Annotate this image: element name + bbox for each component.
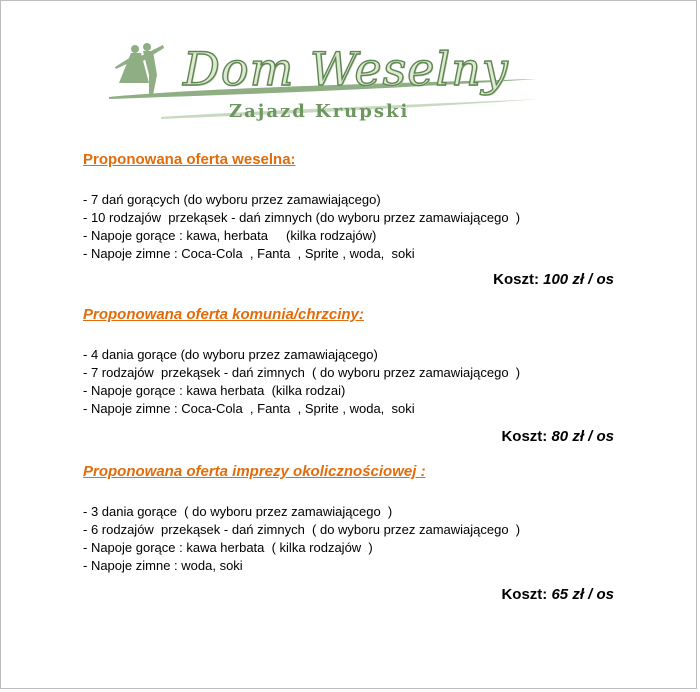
offer-wedding — [83, 151, 623, 263]
offer-heading: Proponowana oferta imprezy okolicznościowej : — [83, 463, 426, 480]
offer-items — [83, 191, 623, 263]
offer-communion — [83, 306, 623, 418]
offer-cost — [501, 428, 614, 445]
list-item: - 7 rodzajów przekąsek - dań zimnych ( do wyboru przez zamawiającego ) — [83, 365, 521, 380]
cost-label: Koszt: — [501, 586, 548, 603]
offer-cost — [501, 586, 614, 603]
logo — [101, 39, 551, 129]
offer-heading: Proponowana oferta komunia/chrzciny: — [83, 306, 364, 323]
list-item: - 10 rodzajów przekąsek - dań zimnych (do wyboru przez zamawiającego ) — [83, 210, 521, 225]
list-item: - Napoje gorące : kawa, herbata (kilka rodzajów) — [83, 228, 377, 243]
offer-items — [83, 346, 623, 418]
list-item: - 6 rodzajów przekąsek - dań zimnych ( do wyboru przez zamawiającego ) — [83, 522, 521, 537]
cost-value: 100 zł / os — [543, 271, 614, 288]
list-item: - 3 dania gorące ( do wyboru przez zamawiającego ) — [83, 504, 393, 519]
list-item: - Napoje zimne : Coca-Cola , Fanta , Sprite , woda, soki — [83, 401, 415, 416]
offer-occasional — [83, 463, 623, 575]
logo-title: Dom Weselny — [183, 42, 509, 96]
list-item: - Napoje zimne : woda, soki — [83, 558, 243, 573]
dancing-couple-icon — [101, 39, 181, 99]
offer-items — [83, 503, 623, 575]
list-item: - Napoje gorące : kawa herbata (kilka rodzai) — [83, 383, 346, 398]
list-item: - 4 dania gorące (do wyboru przez zamawiającego) — [83, 347, 378, 362]
offer-heading: Proponowana oferta weselna: — [83, 151, 296, 168]
cost-value: 80 zł / os — [551, 428, 614, 445]
cost-value: 65 zł / os — [551, 586, 614, 603]
list-item: - Napoje gorące : kawa herbata ( kilka rodzajów ) — [83, 540, 373, 555]
cost-label: Koszt: — [493, 271, 539, 288]
list-item: - 7 dań gorących (do wyboru przez zamawiającego) — [83, 192, 381, 207]
list-item: - Napoje zimne : Coca-Cola , Fanta , Sprite , woda, soki — [83, 246, 415, 261]
offer-cost — [493, 271, 614, 288]
logo-subtitle: Zajazd Krupski — [229, 101, 410, 122]
cost-label: Koszt: — [501, 428, 548, 445]
